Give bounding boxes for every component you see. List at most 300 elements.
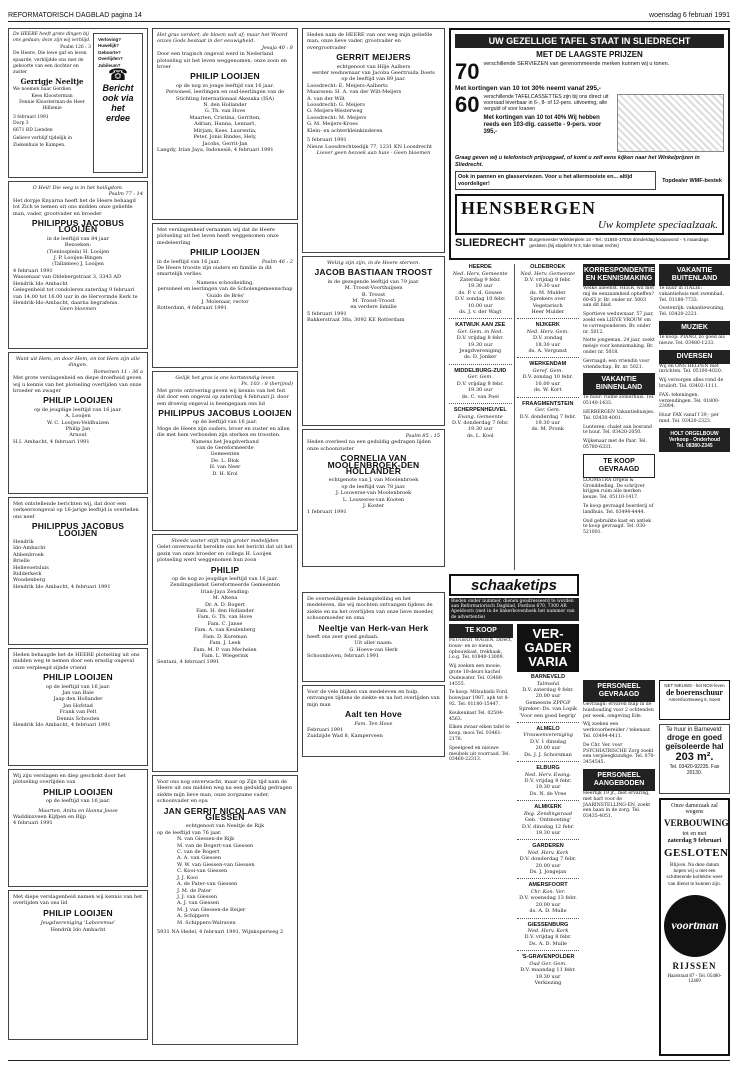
classified-ad: Te koop gevraagd boerderij of landhuis. Tel. 03494-4444. [583, 503, 654, 515]
family-line: A. de Pater-van Giessen [177, 881, 238, 888]
obituary-14 [302, 429, 445, 567]
verse: Gelijk het gras is ons kortstondig leven [175, 375, 275, 381]
sibling: Hillienie [42, 106, 62, 112]
meeting-line: D.V. vrijdag 8 febr. [524, 934, 572, 941]
family-line: Maarssen: H. A. van der Wilt-Meijers [307, 89, 402, 96]
schaaktips-title: schaaketips [449, 574, 579, 596]
muziek-heading: MUZIEK [659, 321, 730, 335]
verse: Welzig zijn zijn, in de Heere sterven. [327, 260, 420, 266]
obituary-3 [8, 497, 148, 645]
sign-line: D. H. Krol [212, 470, 238, 477]
church-line: ds. M. Mulder [529, 289, 566, 296]
family-line: W. C. Looijen-Veldhuizen [46, 419, 110, 426]
sign: Jeugdvereniging 'Laboremus' [40, 920, 116, 927]
address-line: 6671 BD Lienden [13, 127, 53, 133]
verse: O Heil! Die weg is in het heiligdom. [32, 185, 124, 191]
schaaktips-banner [449, 574, 579, 620]
spouse: echtgenote van J. van Moolenbroek [328, 477, 419, 484]
holt-ad [659, 428, 730, 452]
church-line: Zaterdag 9 febr. [459, 276, 501, 283]
church-line: ds. W. Kort [534, 387, 562, 394]
meeting-line: Ds. J. Jongejan [529, 869, 567, 876]
hall-line: Tel. 03420-92235. Fax 20130. [669, 764, 720, 776]
sign-line: Uit aller naam: [354, 640, 393, 647]
family-line: M. Troost-Voorthuijsen [344, 285, 403, 292]
obituary-10 [152, 534, 298, 772]
classified-ad: Eiken zwaar eiken tafel te koop, mooi Tel. 03461-2178. [449, 725, 510, 742]
meeting-line: 19.30 uur [535, 973, 561, 980]
meeting-sub: Reg. Zendingsraad [523, 810, 573, 817]
parent-1: Kees Kloosterman [31, 93, 73, 99]
ad-line: Graag geven wij u telefonisch prijsopgaaf, of komt u zelf eens kijken naar het Winkelprijzen in Sliedrecht. [455, 155, 700, 168]
church-line: 19.30 uur [535, 419, 561, 426]
family-line: Jan Hofstad [63, 702, 93, 709]
place: Sentani, 4 februari 1991 [157, 659, 220, 666]
church-line: 19.30 uur [467, 426, 493, 433]
funeral-info: Gelegenheid tot condoleren zaterdag 9 februari van 14.00 tot 16.00 uur in de Hervormde Kerk te Hendrik-Ido-Ambacht, daarna begrafenis. [13, 287, 138, 306]
spouse: eerder weduwnaar van Jacoba Geertruida Doets [312, 70, 435, 77]
child-nickname: We noemen haar Gerdien [13, 87, 72, 93]
church-line: Sprekers over [529, 296, 566, 303]
meeting-line: ds. A. D. Mulle [529, 908, 567, 915]
classified-ad: Nette jongeman, 24 jaar, zoekt meisje voor kennismaking. Br. onder nr. 5018. [583, 338, 655, 355]
church-line: ds. A. Vergunst [528, 348, 567, 355]
church-place: KATWIJK AAN ZEE [455, 322, 506, 329]
classified-ad: Oostenrijk: vakantiewoning. Tel. 03420-2221. [659, 306, 725, 318]
voortman-line: Onze damezaak zal wegens [671, 803, 718, 815]
family-line: N. den Hollander [203, 102, 247, 109]
voortman-line: GESLOTEN [664, 847, 729, 859]
vakantie-buitenland-heading: VAKANTIE BUITENLAND [659, 264, 730, 286]
voortman-line: zaterdag 9 februari [667, 837, 722, 844]
church-line: Vegetarisch [532, 302, 563, 309]
family-line: C. Kooi-van Giessen [177, 868, 228, 875]
question-item: Overlijden? [98, 56, 123, 62]
obituary-1 [8, 181, 148, 349]
family-line: Dr. A. D. Bogert [204, 601, 246, 608]
church-line: ds. M. Pronk [531, 426, 564, 433]
church-place: FRAAGMENTSTEIN [522, 400, 574, 407]
classified-ad: Heerlijk 19 jr., met ervaring, met hart voor de JAARINSTELLING-EN, zoekt een baan in de zorg. Tel. 03435-4051. [583, 790, 651, 820]
family-line: B. Troost [361, 291, 386, 298]
place: Langdy, Irian Jaya, Indonesië, 4 februari 1991 [157, 146, 274, 153]
family-line: Hellevoetsluis [13, 564, 49, 571]
hall-line: 203 m². [675, 751, 714, 763]
church-line: D.V. zondag 10 febr. [522, 374, 574, 381]
meeting-line: 19.30 uur [535, 829, 561, 836]
classified-ad: Te huur in ITALIË: vakantiehuis met zwembad. Tel. 01180-7733. [659, 286, 724, 303]
classified-ad: Huur FAX vanaf f 39,- per mnd. Tel. 03420-2323. [659, 413, 719, 424]
meeting-line: D.V. donderdag 7 febr. [519, 856, 577, 863]
meeting-place: GARDEREN [532, 843, 564, 850]
church-place: WERKENDAM [529, 361, 567, 368]
ad-line: verschillende SERVIEZEN van gerenommeerde merken kunnen wij u tonen. [483, 61, 670, 67]
church-line: 19.30 uur [535, 283, 561, 290]
deceased-name: PHILIP LOOIJEN [190, 247, 260, 258]
voortman-line: Blijven. Na deze datum hopen wij u met een schitterende kollektie weer van dienst te kunnen zijn. [666, 862, 723, 887]
holt-line: Verkoop - Onderhoud [668, 436, 721, 443]
note: Moge de Heere zijn ouders, broer en zuster en allen die met hem verbonden zijn sterken en troosten. [157, 425, 290, 439]
classified-ad: Oud gebruikte kast en antiek te koop gevraagd. Tel. 030-521001. [583, 518, 651, 536]
classified-ad: Speelgoed en nieuwe meubels uit voorraad. Tel. 03460-22313. [449, 745, 510, 763]
obituary-body: Heden overleed na een geduldig gedragen lijden onze schoonzuster [307, 439, 431, 452]
meeting-line: Verkiezing [534, 980, 562, 986]
birth-notice [8, 28, 148, 178]
deceased-name: GERRIT MEIJERS [336, 52, 411, 63]
boerenschuur-title: de boerenschuur [666, 688, 723, 697]
parent-2: Fennie Kloosterman-de Heer [19, 100, 85, 106]
tableware-illustration-icon [617, 94, 724, 152]
ad-line: Ook in pannen en glasserviezen. Voor u het allermooiste en... altijd voordeliger! [455, 171, 656, 190]
meeting-line: D.V. woensdag 13 febr. [519, 895, 577, 902]
date: Februari 1991 [307, 727, 344, 734]
church-place: HEERDE [468, 264, 492, 270]
meeting-line: 20.00 uur [535, 862, 561, 869]
brand-tagline: Uw komplete speciaalzaak. [597, 219, 718, 231]
obituary-9 [152, 371, 298, 531]
holt-line: Tel. 08380-2345 [676, 442, 713, 449]
meeting-place: ALMKERK [534, 804, 562, 811]
age: op de jeugdige leeftijd van 16 jaar. [34, 406, 122, 413]
deceased-name: CORNELIA VAN MOOLENBROEK-DEN HOLLANDER [327, 453, 420, 477]
classified-ad: Wij en ONS HELPEN met inrichten. Tel. 05100-4020. [659, 363, 723, 375]
obituary-13 [302, 256, 445, 426]
church-sub: Ned. Herv. Gemeente [452, 270, 508, 277]
family-line: Fam. M. P. van Mechelen [193, 646, 257, 653]
classified-ad: Wijkenaar met de Paar. Tel. 05780-6331. [583, 439, 647, 450]
family-line: Hendrik [13, 539, 34, 546]
thanks-body: Voor de vele blijken van medeleven en hulp, ontvangen tijdens de ziekte en na het overlijden van mijn man [307, 689, 440, 708]
church-line: D.V. zondag [532, 335, 563, 342]
church-place: OLDEBROEK [530, 264, 566, 270]
family-line: G. Meijers-Westerweg [307, 108, 363, 115]
meeting-line: 20.00 uur [535, 693, 561, 700]
vakantie-binnenland-heading: VAKANTIE BINNENLAND [583, 373, 655, 395]
meeting-sub: Ned. Herv. Kerk [527, 849, 569, 856]
family-line: A. Looijen [65, 413, 91, 420]
obituary-body: Door een tragisch ongeval werd in Nederland plotseling uit het leven weggenomen, onze zoon en broer [157, 51, 287, 71]
meeting-line: 'Voor een goed begrip' [519, 712, 577, 719]
family-line: A. J. van Giessen [177, 900, 220, 907]
classified-ad: Gevraagd: een vriendin voor vriendschap. Br. nr. 5021. [583, 358, 650, 370]
personeel-aangeboden-heading: PERSONEEL AANGEBODEN [583, 769, 655, 791]
personeel-column [583, 680, 655, 1056]
family-line: M. Schippers-Walraven [177, 919, 236, 926]
classifieds-column [449, 624, 513, 1056]
family-line: G. M. Meijers-Kroes [307, 121, 358, 128]
meeting-sub: Talmsdal [536, 680, 560, 687]
question-item: Huwelijk? [98, 43, 120, 49]
question-box [93, 33, 143, 173]
meeting-sub: Ned. Herv. Kerk [527, 928, 569, 935]
deceased-name: PHILIPPUS JACOBUS LOOIJEN [158, 408, 292, 419]
korrespondentie-heading: KORRESPONDENTIE EN KENNISMAKING [583, 264, 655, 286]
church-line: D.V. vrijdag 8 febr. [456, 335, 504, 342]
family-line: Fam. J. Leek [209, 640, 241, 647]
birth-date: 3 februari 1991 [13, 114, 49, 120]
church-sub: Geref. Gem. [532, 367, 563, 374]
brand-name: HENSBERGEN [461, 198, 597, 218]
family-line: M. Troost-Troost [352, 298, 395, 305]
family-line: N. van Giessen-de Rijk [177, 836, 235, 843]
family-line: Ridderkerk [13, 571, 42, 578]
spouse: echtgenoot van Neeltje de Rijk [185, 823, 265, 830]
classified-ad: Welke alleenst. HEER, wil met mij de eenzaamheid opheffen? 60-65 jr. Br. onder nr. 5003 aan dit blad. [583, 286, 655, 309]
deceased-name: JACOB BASTIAAN TROOST [314, 267, 433, 278]
voortman-line: tot en met [682, 831, 707, 837]
meeting-line: Ds. N. de Vree [529, 790, 567, 797]
church-sub: Ger. Gem. [535, 407, 561, 414]
verse: Heden nam de HEERE van ons weg mijn geliefde man, onze lieve vader, grootvader en overgrootvader [307, 32, 433, 51]
hensbergen-ad [449, 28, 730, 260]
family-line: M. J. van Giessen-de Reijer [177, 906, 246, 913]
question-box-footer: Bericht ook via het erdee [102, 83, 134, 124]
family-line: en verdere familie [350, 304, 397, 311]
family-line: L. Louwerse-van Kooten [342, 496, 405, 503]
address: Waddinxveen Kijfpen en Rijp [13, 814, 86, 821]
sign-line: Gemeenten [210, 451, 240, 458]
church-line: D.V. donderdag 7 febr. [519, 413, 576, 420]
church-line: 10.00 uur [467, 302, 493, 309]
family-line: M. van de Bogert-van Giessen [177, 842, 254, 849]
question-item: Verloving? [98, 37, 122, 42]
church-services [449, 264, 579, 570]
obituary-6 [8, 890, 148, 1040]
family-line: Abbenbroek [13, 551, 44, 558]
meeting-line: 19.30 uur [535, 784, 561, 791]
classified-ad: Wij zoeken een mooie, grote 18-deurs kachel Oudewater. Tel. 03480-14555. [449, 664, 504, 687]
sign-line: Namens het Jeugdverband [191, 438, 259, 445]
meeting-line: D.V. vrijdag 8 febr. [524, 777, 572, 784]
voortman-town: RIJSSEN [672, 960, 717, 971]
sign-line: G. Hoeve-van Herk [349, 646, 398, 653]
family-line: Irian-Jaya Zending: [200, 588, 250, 595]
note: De Heere trooste zijn ouders en familie in dit smartelijk verlies. [157, 265, 272, 278]
church-line: D.V. donderdag 7 febr. [452, 419, 509, 426]
family-line: C. van de Bogert [177, 849, 220, 856]
meeting-line: D.V. zaterdag 9 febr. [522, 686, 574, 693]
classified-ad: Wij verzorgen alles rond de bruiloft. Tel. 03402-1111. [659, 378, 724, 389]
family-line: Arnout [69, 432, 87, 439]
church-place: MIDDELBURG-ZUID [454, 367, 507, 374]
family-line: A. van der Wilt [307, 95, 345, 102]
family-line: J. Koster [362, 503, 385, 510]
obituary-body: Met grote ontroering geven wij kennis van het feit dat door een ongeval op zaterdag 4 februari jl. door een droevig ongeval is heengegaan ons lid [157, 387, 289, 407]
address: Nieuw Loosdrechtsedijk 77, 1231 KN Loosdrecht [307, 143, 433, 150]
age: in de leeftijd van 16 jaar. [157, 258, 220, 265]
meeting-sub: Ned. Herv. Evang. [524, 771, 572, 778]
meeting-line: 20.00 uur [535, 745, 561, 752]
place: Schoonhoven, februari 1991 [307, 653, 380, 660]
obituary-body: Met ontstellende berichten wij, dat door een verkeersongeval op 16-jarige leeftijd is overleden ons neef [13, 501, 139, 520]
family-line: Loosdrecht: G. Meijers [307, 102, 365, 109]
meeting-line: Ds. J. J. Schorsman [524, 751, 572, 758]
verse-ref: Psalm 46 : 2 [261, 258, 293, 265]
classified-ad: De Chr. Ver. voor PSYCHIATRISCHE Zorg zoekt een verpleegkundige. Tel. 070-3454545. [583, 742, 655, 766]
family-line: J. Louwerse-van Moolenbroek [335, 490, 412, 497]
sign: Geen bloemen [59, 306, 97, 313]
meeting-sub: Vrouwenvereniging [523, 732, 573, 739]
brand-address: Burgemeester Winklerplein 14 - Tel.: 01840-17016 donderdag koopavond - 's maandags gesloten (bij stoplicht N 3, 5de straat rechts) [529, 237, 709, 248]
deceased-name: PHILIPPUS JACOBUS LOOIJEN [31, 218, 125, 235]
verse: Want uit Hem, en door Hem, en tot Hem zijn alle dingen. [15, 356, 141, 369]
deceased-name: PHILIP [210, 564, 240, 575]
meeting-place: GIESSENBURG [527, 921, 569, 928]
column-2 [152, 28, 298, 1048]
place: 5931 NA Hedel, 4 februari 1991, Wijnkoperweg 2 [157, 928, 284, 935]
paper-date: woensdag 6 februari 1991 [649, 12, 730, 19]
family-line: Zendingsdienst Gereformeerde Gemeenten [170, 582, 280, 589]
spouse: echtgenoot van Hilje Aalbers [336, 63, 411, 70]
place: Rotterdam, 4 februari 1991 [157, 305, 227, 312]
voortman-ad [659, 798, 730, 1056]
obituary-5 [8, 769, 148, 887]
family-line: J. P. Looijen-Bingen [53, 255, 103, 262]
family-line: G. Th. van Hove [204, 108, 246, 115]
church-line: Jeugdvereniging [459, 348, 502, 355]
family-line: Fam. L. Wiegerink [201, 652, 249, 659]
place: Hendrik Ido Ambacht, 4 februari 1991 [13, 583, 111, 590]
obituary-8 [152, 223, 298, 368]
sign-line: personeel en leerlingen van de Scholengemeenschap [157, 286, 293, 293]
church-line: ds. P. v. d. Gouwe [458, 289, 503, 296]
family-line: Fam. H. den Hollander [196, 608, 254, 615]
thanks-tail: heeft ons zeer goed gedaan. [307, 634, 379, 641]
church-line: 10.00 uur [535, 380, 561, 387]
obituary-body: Met verslagenheid vernamen wij dat de Heere plotseling uit het leven heeft weggenomen onze medeleerling [157, 227, 279, 246]
family-line: Fam. A. van Keulenberg [194, 627, 256, 634]
age: op de nog zo jonge leeftijd van 16 jaar. [175, 82, 275, 89]
church-line: 19.30 uur [467, 341, 493, 348]
classified-ad: FAX: tekeningen, verzendingen. Tel. 01800-23004. [659, 392, 720, 410]
ad-subtitle: MET DE LAAGSTE PRIJZEN [536, 50, 643, 59]
sign-line: 'Guido de Brès' [205, 292, 245, 299]
family-line: Peter, Jonis Rindes, Hely, [193, 134, 257, 141]
sign: Fam. Ten Hove [354, 720, 393, 727]
meeting-place: 'S-GRAVENPOLDER [521, 954, 575, 961]
meeting-line: D.V. dinsdag 12 febr. [521, 823, 575, 830]
vergadering-column [517, 624, 579, 1056]
page-header [8, 6, 730, 22]
verse: Het gras verdort, de bloem valt af; maar het Woord onzes Gods bestaat in der eeuwigheid. [157, 32, 288, 45]
meeting-sub: Oud Ger. Gem. [529, 960, 567, 967]
sign-line: De. L. Blok [211, 457, 239, 464]
intro-text: De HEERE heeft grote dingen bij ons gedaan; deze zijn wij verblijd. [13, 32, 91, 44]
family-line: A. A. van Giessen [177, 855, 222, 862]
family-line: Ido-Ambacht [13, 545, 46, 552]
deceased-name: PHILIPPUS JACOBUS LOOIJEN [31, 521, 125, 538]
church-line: 19.30 uur [467, 283, 493, 290]
church-sub: Ned. Herv. Gem. [526, 328, 569, 335]
classified-ad: PEUGEOT WAGEN. Direct, bouw- en zo nieuw, opbouwkast, trekhaak, l.o.g. Tel. 01840-13009. [449, 638, 513, 661]
voortman-brand: voortman [671, 918, 719, 933]
obituary-body: Gelet onverwacht bereikte ons het bericht dat uit het gezin van onze broeder en collega H. Looijen plotseling werd weggenomen hun zoon [157, 544, 293, 564]
age: op de nog zo jeugdige leeftijd van 16 jaar. [171, 576, 279, 583]
family-line: Jacobs, Gerrit-Jan [202, 140, 248, 147]
family-line: J. J. Kooi [177, 874, 198, 881]
verse-ref: Romeinen 11 : 36 a [93, 368, 143, 375]
intro-ref: Psalm 126 : 3 [60, 44, 91, 50]
family-line: Jan van Bale [62, 690, 94, 697]
church-place: SCHERPENHEUVEL [453, 407, 507, 413]
question-item: Geboorte? [98, 49, 121, 55]
deceased-name: Neeltje van Herk-van Herk [318, 622, 429, 633]
meeting-line: Spreker: Ds. van Lopik [518, 706, 578, 713]
meeting-place: ELBURG [536, 765, 560, 772]
schaaktips-body: Bieden onder nummer, dienen geadresseerd te worden aan Reformatorisch Dagblad, Postbus 670, 7300 AR Apeldoorn (met in de linkerbovenhoek het nummer van de advertentie) [449, 598, 579, 621]
obituary-4 [8, 648, 148, 766]
classified-ad: LOOMSTRA Orgels & Gronddeding. De schrijver krijgen ruim alle merken keuze. Tel. 05110-1417. [583, 477, 645, 501]
classified-ad: Gevraagd: ervaren hulp in de huishouding voor 2 ochtenden per week, omgeving Ede. [583, 702, 654, 719]
sign-line: J. Molenaar, rector [201, 299, 249, 306]
telephone-icon: ☎ [108, 67, 128, 85]
deceased-name: JAN GERRIT NICOLAAS VAN GIESSEN [163, 805, 287, 823]
note: Liever geen bezoek aan huis - Geen bloemen [316, 149, 431, 156]
family-line: Loosdrecht: E. Meijers-Aalberts [307, 82, 388, 89]
sign-line: H. van Neer [209, 464, 241, 471]
deceased-name: PHILIP LOOIJEN [43, 395, 113, 406]
verse-ref: Jesaja 40 : 8 [261, 44, 293, 51]
family-line: Brielle [13, 558, 30, 565]
church-line: ds. D. Jonker [463, 354, 497, 361]
church-line: Heer Mulder [531, 308, 565, 315]
age: op de leeftijd van 78 jaar. [341, 483, 406, 490]
family-line: Loosdrecht: M. Meijers [307, 114, 367, 121]
meeting-sub: Chr. Kon. Ver. [530, 888, 566, 895]
barneveld-hall-ad [659, 724, 730, 794]
te-koop-heading: TE KOOP [449, 624, 513, 638]
address: Zuidzijde Wad 8, Kamperveen [307, 733, 383, 740]
church-sub: Evang. Gemeente [457, 413, 503, 420]
sign-line: van de Gereformeerde [196, 445, 254, 452]
paper-name: REFORMATORISCH DAGBLAD pagina 14 [8, 12, 142, 19]
ad-title: UW GEZELLIGE TAFEL STAAT IN SLIEDRECHT [455, 34, 724, 48]
family-line: W. W. van Giessen-van Giessen [177, 861, 255, 868]
vergadering-title: VER-GADER VARIA [517, 624, 579, 672]
ad-line: verschillende TAFELCASSETTES zijn bij ons direct uit voorraad leverbaar in 6-, 8- of 12-pers. uitvoering, alle verguld of voor kranen [483, 94, 609, 113]
church-col-2 [514, 264, 580, 570]
deceased-name: PHILIP LOOIJEN [43, 786, 113, 797]
family-line: M. Altena [212, 595, 238, 602]
age: in de gezegende leeftijd van 79 jaar. [327, 278, 420, 285]
thanks-notices [302, 592, 445, 760]
column-3 [302, 28, 445, 588]
classified-ad: Te koop: Mitsubishi Ford, bouwjaar 1987, apk tot 8-92. Tel. 01180-15447. [449, 690, 510, 707]
deceased-name: PHILIP LOOIJEN [190, 71, 260, 82]
family-line: Frank van Pelt [59, 709, 97, 716]
meeting-line: D.V. maandag 11 febr. [520, 967, 576, 974]
age: in de leeftijd van 84 jaar [47, 235, 109, 242]
classified-ad: Te huur: ruime zomerhuis. Tel. 05140-1433. [583, 395, 655, 407]
thanks-body: De overweldigende belangstelling en het medeleven, die wij mochten ontvangen tijdens de ziekte en na het overlijden van onze lieve moeder, schoonmoeder en oma [307, 596, 434, 622]
family-line: Woudenberg [13, 577, 46, 584]
family-line: Dennis Schouten [56, 715, 100, 722]
obituary-12 [302, 28, 445, 253]
deceased-name: PHILIP LOOIJEN [43, 672, 113, 683]
classified-ad: Te koop: PIANO, zo goed als nieuw. Tel. 03480-1233. [659, 334, 725, 346]
verse-ref: Psalm 85 : 15 [405, 433, 440, 439]
boerenschuur-addr: Amersfoortseweg 5, Soest [668, 697, 721, 702]
church-col-1 [449, 264, 512, 570]
address-line: Dorp 3 [13, 121, 29, 127]
diversen-heading: DIVERSEN [659, 350, 730, 364]
meeting-place: AMERSFOORT [528, 882, 568, 889]
boerenschuur-ad [659, 680, 730, 720]
family-line: Bezoeken: [64, 242, 92, 249]
obituary-11 [152, 775, 298, 1045]
age: op de leeftijd van 16 jaar. [45, 798, 111, 805]
family-line: J. M. de Pater [177, 887, 212, 894]
